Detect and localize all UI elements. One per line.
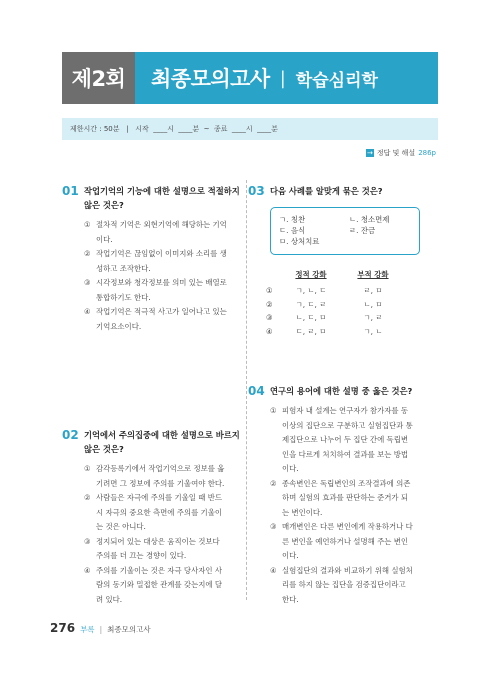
- answer-ref-label: 정답 및 해설: [376, 149, 416, 157]
- stem-line: 연구의 용어에 대한 설명 중 옳은 것은?: [270, 386, 413, 396]
- footer-chapter: 최종모의고사: [107, 625, 151, 634]
- option-text: [96, 564, 240, 608]
- column-header-negative: 부적 강화: [357, 270, 389, 279]
- option-line: 이다.: [282, 464, 299, 473]
- option-text: [96, 462, 240, 491]
- option-marker: ④: [84, 307, 91, 316]
- option-line: 작업기억은 적극적 사고가 일어나고 있는: [96, 307, 227, 316]
- footer-divider: |: [99, 625, 103, 634]
- option-marker: ④: [266, 326, 273, 336]
- option-line: 하며 실험의 효과를 판단하는 준거가 되: [282, 493, 408, 502]
- options-list: [84, 462, 240, 607]
- option-2[interactable]: [270, 477, 438, 521]
- negative-cell: ㄹ, ㅁ: [363, 286, 383, 295]
- case-item: [349, 236, 419, 247]
- question-number: 01: [62, 184, 79, 198]
- stem-line: 다음 사례를 알맞게 묶은 것은?: [270, 186, 383, 196]
- option-3[interactable]: [84, 276, 240, 305]
- option-4[interactable]: [270, 564, 438, 608]
- option-2[interactable]: [84, 491, 240, 535]
- exam-title: 최종모의고사: [151, 67, 270, 91]
- subject-title: 학습심리학: [295, 70, 378, 91]
- stem-line: 작업기억의 기능에 대한 설명으로 적절하지: [84, 186, 240, 196]
- positive-cell: ㄴ, ㄷ, ㅁ: [295, 313, 327, 322]
- case-item: ㄱ. 칭찬: [279, 215, 306, 224]
- option-line: 는 변인이다.: [282, 507, 323, 517]
- stem-line: 않은 것은?: [84, 444, 124, 454]
- exam-header: [62, 52, 438, 104]
- option-marker: ②: [266, 299, 273, 309]
- answer-ref-page: 286p: [418, 149, 436, 157]
- column-header-positive: 정적 강화: [295, 270, 327, 279]
- option-marker: ③: [266, 313, 273, 322]
- option-line: 주의를 기울이는 것은 자극 당사자인 사: [96, 565, 222, 575]
- question-number: 04: [248, 384, 265, 398]
- option-text: [96, 218, 240, 247]
- option-line: 이상의 집단으로 구분하고 실험집단과 통: [282, 420, 413, 430]
- round-label: 제2회: [62, 52, 135, 104]
- options-list: [84, 218, 240, 334]
- footer-section: 부록: [80, 625, 95, 634]
- question-number: 03: [248, 184, 265, 198]
- question-stem: [84, 184, 240, 212]
- table-row[interactable]: [266, 284, 416, 298]
- question-number: 02: [62, 428, 79, 442]
- option-marker: ①: [270, 406, 277, 415]
- title-separator: |: [279, 67, 286, 89]
- option-2[interactable]: [84, 247, 240, 276]
- case-item: ㅁ. 상처치료: [279, 237, 320, 246]
- arrow-right-icon: →: [366, 149, 373, 157]
- option-line: 정지되어 있는 대상은 움직이는 것보다: [96, 536, 220, 546]
- option-marker: ②: [84, 249, 91, 258]
- option-line: 피험자 내 설계는 연구자가 참가자를 동: [282, 406, 408, 415]
- page-number: 276: [50, 621, 76, 635]
- case-item: ㄹ. 잔금: [349, 226, 376, 235]
- positive-cell: ㄱ, ㄷ, ㄹ: [295, 299, 327, 309]
- option-text: [282, 404, 438, 477]
- table-row[interactable]: [266, 298, 416, 312]
- option-marker: ①: [266, 286, 273, 295]
- option-text: [96, 535, 240, 564]
- question-stem: [270, 184, 383, 198]
- option-text: [96, 276, 240, 305]
- stem-line: 기억에서 주의집중에 대한 설명으로 바르지: [84, 430, 240, 440]
- option-line: 시각정보와 청각정보를 의미 있는 배열로: [96, 278, 227, 287]
- options-list: [270, 404, 438, 607]
- option-marker: ③: [84, 278, 91, 287]
- table-row[interactable]: [266, 311, 416, 325]
- stem-line: 않은 것은?: [84, 200, 124, 210]
- option-line: 감각등록기에서 작업기억으로 정보를 옮: [96, 464, 225, 473]
- negative-cell: ㄴ, ㅁ: [363, 299, 383, 309]
- option-1[interactable]: [84, 218, 240, 247]
- option-line: 기억요소이다.: [96, 321, 142, 331]
- option-1[interactable]: [270, 404, 438, 477]
- option-3[interactable]: [270, 520, 438, 564]
- question-stem: [270, 384, 412, 398]
- option-marker: ③: [84, 536, 91, 546]
- option-marker: ①: [84, 464, 91, 473]
- option-line: 통합하기도 한다.: [96, 292, 151, 302]
- option-line: 주의를 더 끄는 경향이 있다.: [96, 551, 187, 560]
- option-line: 인을 다르게 처치하여 결과를 보는 방법: [282, 449, 408, 459]
- option-text: [96, 247, 240, 276]
- option-marker: ②: [84, 493, 91, 502]
- option-marker: ①: [84, 220, 91, 229]
- option-line: 실험집단의 결과와 비교하기 위해 실험처: [282, 565, 413, 575]
- option-line: 절차적 기억은 외현기억에 해당하는 기억: [96, 220, 227, 229]
- option-line: 사람들은 자극에 주의를 기울일 때 반드: [96, 493, 222, 502]
- option-3[interactable]: [84, 535, 240, 564]
- option-line: 작업기억은 끊임없이 이미지와 소리를 생: [96, 249, 227, 258]
- table-row[interactable]: [266, 325, 416, 339]
- time-limit-bar: 제한시간 : 50분 | 시작 ____시 ____분 ~ 종료 ____시 ____분: [62, 118, 438, 140]
- question-stem: [84, 428, 240, 456]
- table-header: [266, 269, 416, 280]
- column-divider: [246, 180, 247, 600]
- option-text: [282, 477, 438, 521]
- option-4[interactable]: [84, 564, 240, 608]
- option-text: [282, 564, 438, 608]
- option-marker: ③: [270, 522, 277, 531]
- case-examples-box: [270, 207, 420, 255]
- option-line: 려 있다.: [96, 594, 123, 604]
- option-line: 른 변인을 예언하거나 설명해 주는 변인: [282, 536, 408, 546]
- positive-cell: ㄱ, ㄴ, ㄷ: [295, 286, 327, 295]
- option-line: 매개변인은 다른 변인에게 작용하거나 다: [282, 522, 413, 531]
- option-marker: ④: [270, 565, 277, 575]
- option-text: [282, 520, 438, 564]
- option-text: [96, 491, 240, 535]
- option-line: 한다.: [282, 594, 299, 604]
- option-line: 람의 동기와 밀접한 관계를 갖는지에 달: [96, 580, 222, 589]
- option-1[interactable]: [84, 462, 240, 491]
- option-line: 종속변인은 독립변인의 조작결과에 의존: [282, 478, 411, 488]
- positive-cell: ㄷ, ㄹ, ㅁ: [295, 326, 327, 336]
- negative-cell: ㄱ, ㄹ: [363, 313, 383, 322]
- case-item: ㄷ. 음식: [279, 226, 306, 235]
- option-4[interactable]: [84, 305, 240, 334]
- option-line: 리를 하지 않는 집단을 검증집단이라고: [282, 580, 406, 589]
- option-marker: ④: [84, 565, 91, 575]
- answer-matching-table: [266, 269, 416, 338]
- option-line: 는 것은 아니다.: [96, 522, 146, 531]
- option-marker: ②: [270, 478, 277, 488]
- case-item: ㄴ. 청소면제: [349, 215, 390, 224]
- option-line: 제집단으로 나누어 두 집단 간에 독립변: [282, 435, 408, 444]
- title-bar: [135, 52, 438, 104]
- page-footer: [50, 621, 151, 635]
- negative-cell: ㄱ, ㄴ: [363, 326, 383, 336]
- option-line: 이다.: [282, 551, 299, 560]
- option-line: 이다.: [96, 234, 113, 244]
- option-line: 성하고 조작한다.: [96, 263, 151, 273]
- option-line: 기려면 그 정보에 주의를 기울여야 한다.: [96, 478, 225, 488]
- option-line: 시 자극의 중요한 측면에 주의를 기울이: [96, 507, 222, 517]
- answer-reference: [366, 148, 436, 158]
- option-text: [96, 305, 240, 334]
